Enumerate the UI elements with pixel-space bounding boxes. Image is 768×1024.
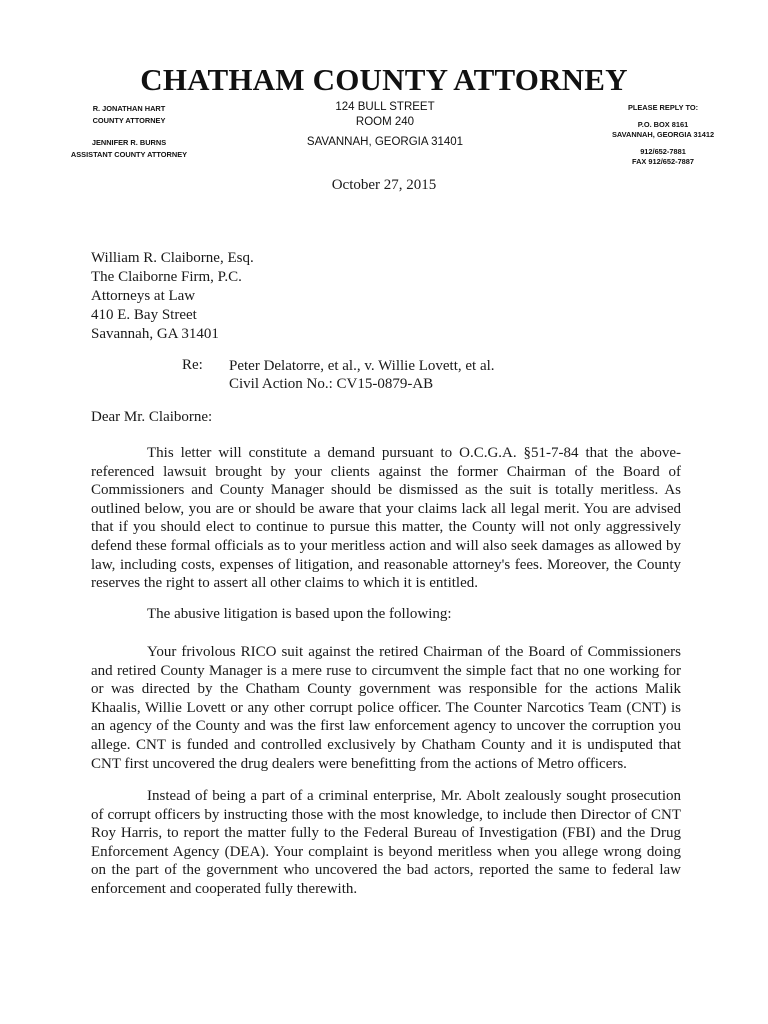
letterhead-left-staff xyxy=(54,103,204,161)
recipient-title: Attorneys at Law xyxy=(91,288,196,304)
county-attorney-role: COUNTY ATTORNEY xyxy=(92,116,166,125)
assistant-attorney-role: ASSISTANT COUNTY ATTORNEY xyxy=(70,150,188,159)
recipient-firm: The Claiborne Firm, P.C. xyxy=(91,269,242,285)
recipient-city: Savannah, GA 31401 xyxy=(91,326,219,342)
body-paragraph-4: Instead of being a part of a criminal enterprise, Mr. Abolt zealously sought prosecution of corrupt officers by instructing those with the most knowledge, to include then Director of CNT Roy Harris, to report the matter fully to the Federal Bureau of Investigation (FBI) and the Drug Enforcement Agency (DEA). Your complaint is beyond meritless when you allege wrong doing on the part of the government who uncovered the bad actors, reported the same to federal law enforcement and cooperated fully therewith. xyxy=(91,788,681,897)
office-street: 124 BULL STREET xyxy=(335,101,435,113)
re-civil-action: Civil Action No.: CV15-0879-AB xyxy=(229,376,434,392)
re-label: Re: xyxy=(182,357,203,373)
letterhead-center-address xyxy=(290,100,480,150)
reply-city: SAVANNAH, GEORGIA 31412 xyxy=(611,130,715,139)
reply-to-label: PLEASE REPLY TO: xyxy=(627,103,699,112)
reply-phone: 912/652-7881 xyxy=(640,146,686,156)
letterhead-reply-address xyxy=(598,103,728,168)
re-subject xyxy=(229,357,495,393)
letter-date: October 27, 2015 xyxy=(331,177,437,193)
reply-po-box: P.O. BOX 8161 xyxy=(637,119,689,129)
office-city: SAVANNAH, GEORGIA 31401 xyxy=(306,136,464,148)
body-paragraph-2: The abusive litigation is based upon the following: xyxy=(147,606,452,622)
recipient-street: 410 E. Bay Street xyxy=(91,307,197,323)
re-case-name: Peter Delatorre, et al., v. Willie Lovett, et al. xyxy=(229,358,495,374)
assistant-attorney-name: JENNIFER R. BURNS xyxy=(91,138,167,147)
salutation: Dear Mr. Claiborne: xyxy=(91,409,213,425)
recipient-name: William R. Claiborne, Esq. xyxy=(91,250,254,266)
letterhead-title: CHATHAM COUNTY ATTORNEY xyxy=(140,62,628,97)
reply-fax: FAX 912/652-7887 xyxy=(631,157,695,166)
body-paragraph-1: This letter will constitute a demand pursuant to O.C.G.A. §51-7-84 that the above-referenced lawsuit brought by your clients against the former Chairman of the Board of Commissioners and County Manager should be dismissed as the suit is totally meritless. As outlined below, you are or should be aware that your claims lack all legal merit. You are advised that if you should elect to continue to pursue this matter, the County will not only aggressively defend these formal officials as to your meritless action and will also seek damages as allowed by law, including costs, expenses of litigation, and reasonable attorney's fees. Moreover, the County reserves the right to assert all other claims to which it is entitled. xyxy=(91,445,681,592)
recipient-address xyxy=(91,249,254,344)
body-paragraph-3: Your frivolous RICO suit against the retired Chairman of the Board of Commissioners and retired County Manager is a mere ruse to circumvent the simple fact that no one working for or was directed by the Chatham County government was responsible for the actions Malik Khaalis, Willie Lovett or any other corrupt police officer. The Counter Narcotics Team (CNT) is an agency of the County and was the first law enforcement agency to uncover the corruption you allege. CNT is funded and controlled exclusively by Chatham County and it is undisputed that CNT first uncovered the drug dealers were benefitting from the actions of Metro officers. xyxy=(91,644,681,772)
office-room: ROOM 240 xyxy=(355,116,415,128)
county-attorney-name: R. JONATHAN HART xyxy=(92,104,166,113)
